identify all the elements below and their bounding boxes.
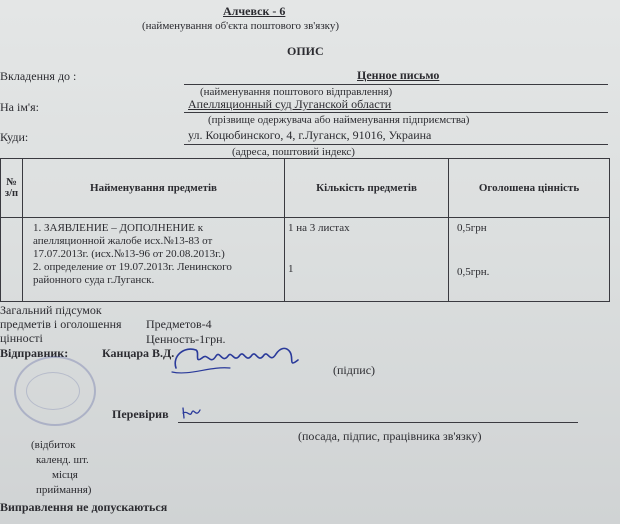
totals-label-line-2: предметів і оголошення [0, 317, 122, 331]
item-1-value: 0,5грн [457, 222, 487, 234]
recipient-value: Апелляционный суд Луганской области [188, 97, 392, 111]
signature-image [170, 338, 310, 380]
recipient-caption: (прізвище одержувача або найменування підприємства) [208, 114, 470, 126]
checker-initials-icon [180, 404, 210, 422]
post-office-caption: (найменування об'єкта поштового зв'язку) [142, 20, 340, 32]
stamp-caption-line-2: календ. шт. [36, 454, 89, 466]
row-number-cell [1, 218, 23, 302]
totals-label-line-1: Загальний підсумок [0, 303, 102, 317]
items-table [0, 158, 610, 302]
item-2-value: 0,5грн. [457, 266, 490, 278]
column-header-quantity: Кількість предметів [285, 159, 449, 218]
stamp-caption-line-3: місця [52, 469, 78, 481]
checked-by-label: Перевірив [112, 407, 169, 421]
totals-items: Предметов-4 [146, 317, 212, 331]
stamp-caption-line-1: (відбиток [31, 439, 76, 451]
item-2-line-1: 2. определение от 19.07.2013г. Ленинского [33, 261, 232, 273]
table-row [1, 218, 610, 302]
column-header-number: № з/п [1, 159, 23, 218]
item-caption: (найменування поштового відправлення) [200, 86, 393, 98]
signature-caption: (підпис) [333, 363, 376, 377]
item-1-quantity: 1 на 3 листах [288, 222, 350, 234]
address-value: ул. Коцюбинского, 4, г.Луганск, 91016, Украина [188, 128, 432, 142]
column-header-value: Оголошена цінність [449, 159, 610, 218]
address-caption: (адреса, поштовий індекс) [232, 146, 355, 158]
item-value: Ценное письмо [357, 68, 440, 82]
item-1-line-2: апелляционной жалобе исх.№13-83 от [33, 235, 213, 247]
item-2-quantity: 1 [288, 263, 294, 275]
item-1-line-1: 1. ЗАЯВЛЕНИЕ – ДОПОЛНЕНИЕ к [33, 222, 204, 234]
totals-label-line-3: цінності [0, 331, 43, 345]
postal-stamp-inner-icon [26, 372, 80, 410]
address-underline [184, 144, 608, 145]
table-header-row [1, 159, 610, 218]
item-underline [184, 84, 608, 85]
checker-caption: (посада, підпис, працівника зв'язку) [298, 429, 482, 443]
post-office-name: Алчевск - 6 [223, 4, 286, 18]
item-label: Вкладення до : [0, 69, 77, 83]
column-header-name: Найменування предметів [23, 159, 285, 218]
footer-note: Виправлення не допускаються [0, 500, 168, 514]
recipient-underline [184, 112, 608, 113]
row-items-cell [23, 218, 285, 302]
row-value-cell [449, 218, 610, 302]
item-1-line-3: 17.07.2013г. (исх.№13-96 от 20.08.2013г.) [33, 248, 225, 260]
sender-name: Канцара В.Д. [102, 346, 175, 360]
document-title: ОПИС [287, 44, 324, 58]
row-quantity-cell [285, 218, 449, 302]
recipient-label: На ім'я: [0, 100, 39, 114]
totals-value: Ценность-1грн. [146, 332, 226, 346]
address-label: Куди: [0, 130, 29, 144]
item-2-line-2: районного суда г.Луганск. [33, 274, 155, 286]
stamp-caption-line-4: приймання) [36, 484, 92, 496]
checker-underline [178, 422, 578, 423]
sender-label: Відправник: [0, 346, 69, 360]
